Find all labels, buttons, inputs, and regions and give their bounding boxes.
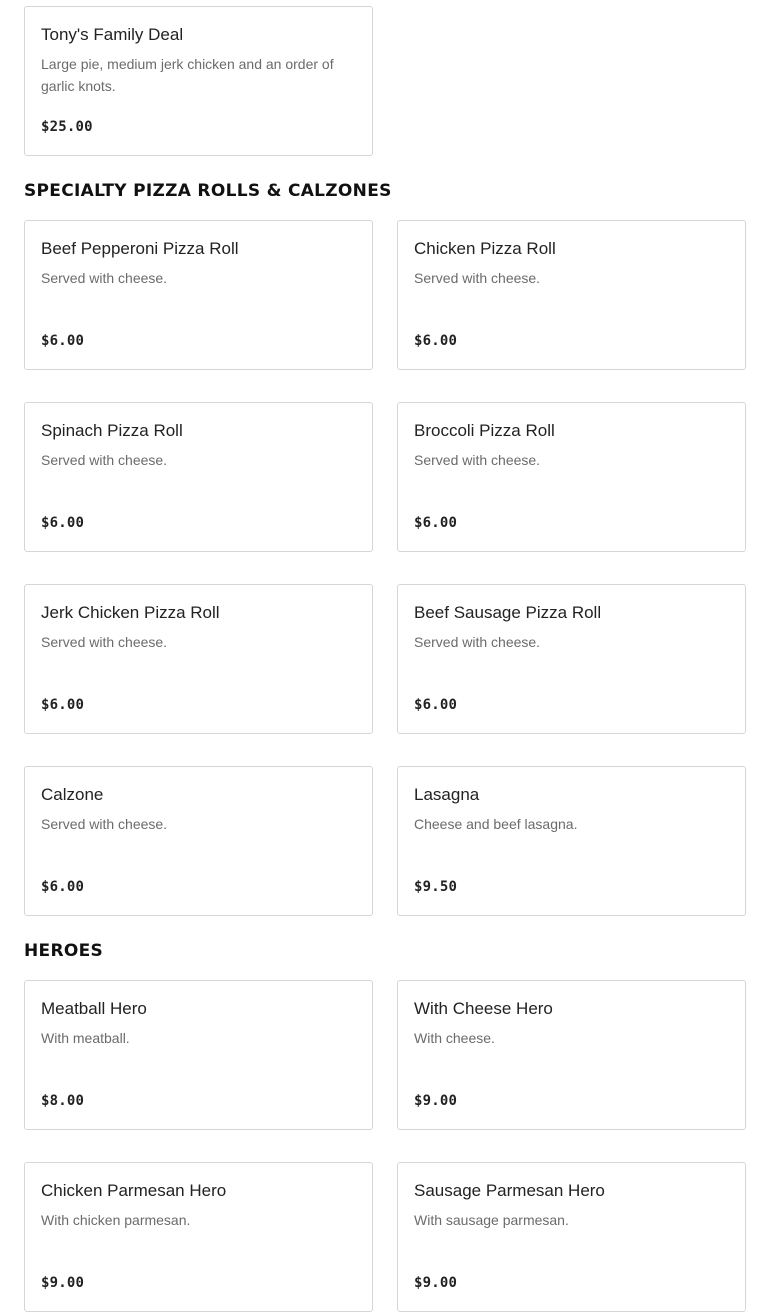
- menu-item-description: Served with cheese.: [414, 452, 541, 468]
- menu-item-name: Lasagna: [414, 785, 480, 804]
- menu-item-price: $9.00: [414, 1093, 458, 1109]
- menu-item-description: Served with cheese.: [41, 270, 168, 286]
- menu-item-price: $25.00: [41, 119, 93, 135]
- menu-item-price: $6.00: [414, 515, 458, 531]
- menu-item-description: With chicken parmesan.: [41, 1212, 191, 1228]
- menu-item-name: Beef Sausage Pizza Roll: [414, 603, 602, 622]
- menu-item-card[interactable]: [24, 6, 373, 156]
- menu-item-description: Served with cheese.: [41, 452, 168, 468]
- menu-item-description: With meatball.: [41, 1030, 130, 1046]
- menu-item-name: Tony's Family Deal: [41, 25, 184, 44]
- menu-item-description: Cheese and beef lasagna.: [414, 816, 578, 832]
- section-title-pizza-rolls: SPECIALTY PIZZA ROLLS & CALZONES: [24, 181, 392, 201]
- menu-item-card[interactable]: [24, 1162, 373, 1312]
- menu-item-description: With cheese.: [414, 1030, 495, 1046]
- menu-item-description: With sausage parmesan.: [414, 1212, 569, 1228]
- menu-item-price: $8.00: [41, 1093, 85, 1109]
- menu-item-card[interactable]: [397, 1162, 746, 1312]
- menu-item-name: Chicken Parmesan Hero: [41, 1181, 227, 1200]
- menu-item-card[interactable]: [397, 402, 746, 552]
- menu-item-price: $6.00: [414, 333, 458, 349]
- menu-item-price: $6.00: [41, 879, 85, 895]
- menu-item-price: $6.00: [414, 697, 458, 713]
- menu-item-description: Served with cheese.: [41, 816, 168, 832]
- menu-item-card[interactable]: [24, 766, 373, 916]
- section-title-heroes: HEROES: [24, 941, 104, 961]
- menu-item-name: Chicken Pizza Roll: [414, 239, 556, 258]
- menu-item-card[interactable]: [397, 220, 746, 370]
- menu-item-name: With Cheese Hero: [414, 999, 553, 1018]
- menu-item-card[interactable]: [24, 980, 373, 1130]
- menu-item-card[interactable]: [24, 220, 373, 370]
- menu-item-price: $9.50: [414, 879, 458, 895]
- menu-item-card[interactable]: [397, 980, 746, 1130]
- menu-item-name: Jerk Chicken Pizza Roll: [41, 603, 220, 622]
- menu-item-price: $6.00: [41, 697, 85, 713]
- menu-item-name: Beef Pepperoni Pizza Roll: [41, 239, 239, 258]
- menu-item-description: Served with cheese.: [414, 270, 541, 286]
- menu-item-description: Large pie, medium jerk chicken and an order of garlic knots.: [41, 56, 334, 94]
- menu-item-description: Served with cheese.: [41, 634, 168, 650]
- menu-item-price: $6.00: [41, 333, 85, 349]
- menu-item-price: $9.00: [414, 1275, 458, 1291]
- menu-item-card[interactable]: [397, 584, 746, 734]
- menu-item-price: $9.00: [41, 1275, 85, 1291]
- menu-item-name: Broccoli Pizza Roll: [414, 421, 555, 440]
- menu-item-card[interactable]: [24, 584, 373, 734]
- menu-item-name: Calzone: [41, 785, 104, 804]
- menu-item-name: Spinach Pizza Roll: [41, 421, 183, 440]
- menu-item-name: Sausage Parmesan Hero: [414, 1181, 605, 1200]
- menu-item-card[interactable]: [397, 766, 746, 916]
- menu-item-card[interactable]: [24, 402, 373, 552]
- menu-item-price: $6.00: [41, 515, 85, 531]
- menu-item-name: Meatball Hero: [41, 999, 147, 1018]
- menu-item-description: Served with cheese.: [414, 634, 541, 650]
